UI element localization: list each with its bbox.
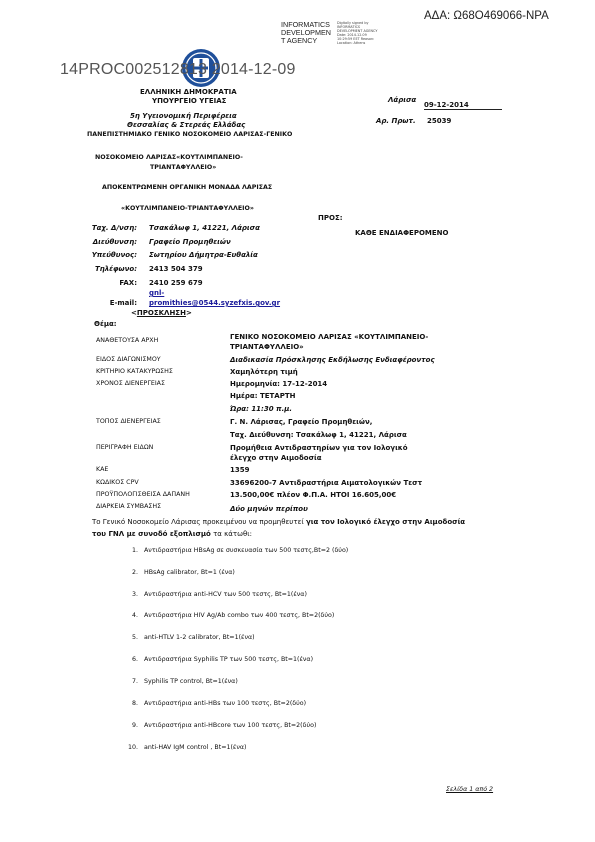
- email-link-part-1[interactable]: [149, 289, 164, 297]
- protocol-label: Αρ. Πρωτ.: [376, 117, 416, 125]
- field-label-time: ΧΡΟΝΟΣ ΔΙΕΝΕΡΓΕΙΑΣ: [96, 380, 165, 387]
- field-label-duration: ΔΙΑΡΚΕΙΑ ΣΥΜΒΑΣΗΣ: [96, 503, 162, 510]
- field-label-budget: ΠΡΟΫΠΟΛΟΓΙΣΘΕΙΣΑ ΔΑΠΑΝΗ: [96, 491, 190, 498]
- header-line-2: ΥΠΟΥΡΓΕΙΟ ΥΓΕΙΑΣ: [152, 97, 227, 105]
- subject-tag-close: >: [185, 309, 192, 317]
- agency-name-block: [281, 21, 331, 45]
- place-label: Λάρισα: [388, 96, 417, 104]
- contact-value-department: Γραφείο Προμηθειών: [149, 238, 231, 246]
- contact-value-fax: 2410 259 679: [149, 279, 203, 287]
- email-link-text-2[interactable]: promithies@0544.syzefxis.gov.gr: [149, 299, 281, 307]
- field-label-kae: ΚΑΕ: [96, 466, 109, 473]
- list-item-text: anti-HTLV 1-2 calibrator, Bt=1(ένα): [144, 634, 255, 641]
- list-item-text: Αντιδραστήρια HIV Ag/Ab combo των 400 τεστς, Bt=2(δύο): [144, 612, 335, 619]
- ada-number: ΑΔΑ: Ω68Ο469066-ΝΡΑ: [424, 10, 549, 22]
- field-label-award-criterion: ΚΡΙΤΗΡΙΟ ΚΑΤΑΚΥΡΩΣΗΣ: [96, 368, 173, 375]
- field-label-authority: ΑΝΑΘΕΤΟΥΣΑ ΑΡΧΗ: [96, 337, 159, 344]
- field-value-award-criterion: Χαμηλότερη τιμή: [230, 368, 298, 376]
- agency-line-1: INFORMATICS: [281, 20, 330, 29]
- field-value-time-date: Ημερομηνία: 17-12-2014: [230, 380, 328, 388]
- field-label-description: ΠΕΡΙΓΡΑΦΗ ΕΙΔΩΝ: [96, 444, 154, 451]
- contact-label-fax: FAX:: [119, 279, 137, 287]
- contact-label-responsible: Υπεύθυνος:: [91, 251, 137, 259]
- intro-text: Το Γενικό Νοσοκομείο Λάρισας προκειμένου να προμηθευτεί: [92, 518, 306, 526]
- email-link-part-2[interactable]: [149, 299, 280, 307]
- subject-tag-text: ΠΡΟΣΚΛΗΣΗ: [136, 309, 186, 317]
- to-recipient: ΚΑΘΕ ΕΝΔΙΑΦΕΡΟΜΕΝΟ: [355, 229, 449, 237]
- list-item-number: 6.: [131, 656, 138, 663]
- header-line-7: ΤΡΙΑΝΤΑΦΥΛΛΕΙΟ»: [150, 164, 217, 171]
- field-label-place: ΤΟΠΟΣ ΔΙΕΝΕΡΓΕΙΑΣ: [96, 418, 161, 425]
- contact-value-phone: 2413 504 379: [149, 265, 203, 273]
- email-link-text-1[interactable]: gnl-: [149, 289, 165, 297]
- list-item-text: Αντιδραστήρια anti-HBcore των 100 τεστς, Bt=2(δύο): [144, 722, 317, 729]
- digital-signature-text: Digitally signed by INFORMATICS DEVELOPMENT AGENCY Date: 2014.12.09 10:29:59 EET Reason: Location: Athens: [337, 21, 378, 45]
- field-value-duration: Δύο μηνών περίπου: [230, 505, 308, 513]
- field-value-kae: 1359: [230, 466, 250, 474]
- field-label-contest-type: ΕΙΔΟΣ ΔΙΑΓΩΝΙΣΜΟΥ: [96, 356, 161, 363]
- list-item-number: 4.: [131, 612, 138, 619]
- date-field: [424, 101, 502, 110]
- protocol-stamp: 14PROC002512813 2014-12-09: [60, 61, 296, 78]
- subject-label: Θέμα:: [94, 320, 117, 328]
- list-item-number: 2.: [131, 569, 138, 576]
- header-line-8: ΑΠΟΚΕΝΤΡΩΜΕΝΗ ΟΡΓΑΝΙΚΗ ΜΟΝΑΔΑ ΛΑΡΙΣΑΣ: [102, 184, 273, 191]
- contact-label-email: E-mail:: [109, 299, 137, 307]
- subject-tag-open: <: [131, 309, 137, 317]
- header-line-1: ΕΛΛΗΝΙΚΗ ΔΗΜΟΚΡΑΤΙΑ: [140, 88, 237, 96]
- field-value-contest-type: Διαδικασία Πρόσκλησης Εκδήλωσης Ενδιαφέροντος: [230, 356, 435, 364]
- field-value-description: Προμήθεια Αντιδραστηρίων για τον Ιολογικό έλεγχο στην Αιμοδοσία: [230, 444, 408, 462]
- field-value-time-day: Ημέρα: ΤΕΤΑΡΤΗ: [230, 392, 296, 400]
- intro-paragraph: [92, 516, 512, 540]
- protocol-number: 25039: [427, 117, 452, 125]
- list-item-number: 9.: [131, 722, 138, 729]
- list-item-number: 8.: [131, 700, 138, 707]
- list-item-number: 1.: [131, 547, 138, 554]
- field-label-cpv: ΚΩΔΙΚΟΣ CPV: [96, 479, 139, 486]
- list-item-text: Syphilis TP control, Bt=1(ένα): [144, 678, 238, 685]
- field-value-place-1: Γ. Ν. Λάρισας, Γραφείο Προμηθειών,: [230, 418, 373, 426]
- contact-label-phone: Τηλέφωνο:: [94, 265, 137, 273]
- contact-label-department: Διεύθυνση:: [92, 238, 137, 246]
- agency-line-3: T AGENCY: [281, 36, 318, 45]
- list-item-text: Αντιδραστήρια Syphilis TP των 500 τεστς, Bt=1(ένα): [144, 656, 314, 663]
- list-item-text: Αντιδραστήρια anti-HBs των 100 τεστς, Bt=2(δύο): [144, 700, 307, 707]
- field-value-cpv: 33696200-7 Αντιδραστήρια Αιματολογικών Τεστ: [230, 479, 423, 487]
- subject-tag: [131, 309, 192, 317]
- header-line-6: ΝΟΣΟΚΟΜΕΙΟ ΛΑΡΙΣΑΣ«ΚΟΥΤΛΙΜΠΑΝΕΙΟ-: [95, 154, 243, 161]
- list-item-number: 3.: [131, 591, 138, 598]
- contact-value-responsible: Σωτηρίου Δήμητρα-Ευθαλία: [149, 251, 258, 259]
- list-item-text: Αντιδραστήρια anti-HCV των 500 τεστς, Bt=1(ένα): [144, 591, 307, 598]
- header-line-4: Θεσσαλίας & Στερεάς Ελλάδας: [127, 121, 246, 129]
- field-value-budget: 13.500,00€ πλέον Φ.Π.Α. ΗΤΟΙ 16.605,00€: [230, 491, 397, 499]
- agency-line-2: DEVELOPMEN: [281, 28, 331, 37]
- page-number: Σελίδα 1 από 2: [446, 786, 494, 793]
- header-line-9: «ΚΟΥΤΛΙΜΠΑΝΕΙΟ-ΤΡΙΑΝΤΑΦΥΛΛΕΙΟ»: [121, 205, 254, 212]
- date-value: 09-12-2014: [424, 101, 469, 109]
- contact-value-address: Τσακάλωφ 1, 41221, Λάρισα: [149, 224, 260, 232]
- list-item-text: anti-HAV IgM control , Bt=1(ένα): [144, 744, 247, 751]
- intro-bold-2: του ΓΝΛ με συνοδό εξοπλισμό: [92, 530, 211, 538]
- intro-bold-1: για τον Ιολογικό έλεγχο στην Αιμοδοσία: [305, 518, 466, 526]
- field-value-time-hour: Ώρα: 11:30 π.μ.: [230, 405, 293, 413]
- field-value-authority: ΓΕΝΙΚΟ ΝΟΣΟΚΟΜΕΙΟ ΛΑΡΙΣΑΣ «ΚΟΥΤΛΙΜΠΑΝΕΙΟ-ΤΡΙΑΝΤΑΦΥΛΛΕΙΟ»: [230, 333, 429, 351]
- to-label: ΠΡΟΣ:: [318, 214, 343, 222]
- intro-tail: τα κάτωθι:: [210, 530, 252, 538]
- list-item-number: 10.: [127, 744, 138, 751]
- header-line-5: ΠΑΝΕΠΙΣΤΗΜΙΑΚΟ ΓΕΝΙΚΟ ΝΟΣΟΚΟΜΕΙΟ ΛΑΡΙΣΑΣ-ΓΕΝΙΚΟ: [87, 131, 293, 138]
- header-line-3: 5η Υγειονομική Περιφέρεια: [130, 112, 237, 120]
- list-item-text: Αντιδραστήρια HBsAg σε συσκευασία των 500 τεστς,Bt=2 (δύο): [144, 547, 349, 554]
- list-item-number: 7.: [131, 678, 138, 685]
- field-value-place-2: Ταχ. Διεύθυνση: Τσακάλωφ 1, 41221, Λάρισα: [230, 431, 407, 439]
- contact-label-address: Ταχ. Δ/νση:: [91, 224, 137, 232]
- list-item-text: HBsAg calibrator, Bt=1 (ένα): [144, 569, 235, 576]
- list-item-number: 5.: [131, 634, 138, 641]
